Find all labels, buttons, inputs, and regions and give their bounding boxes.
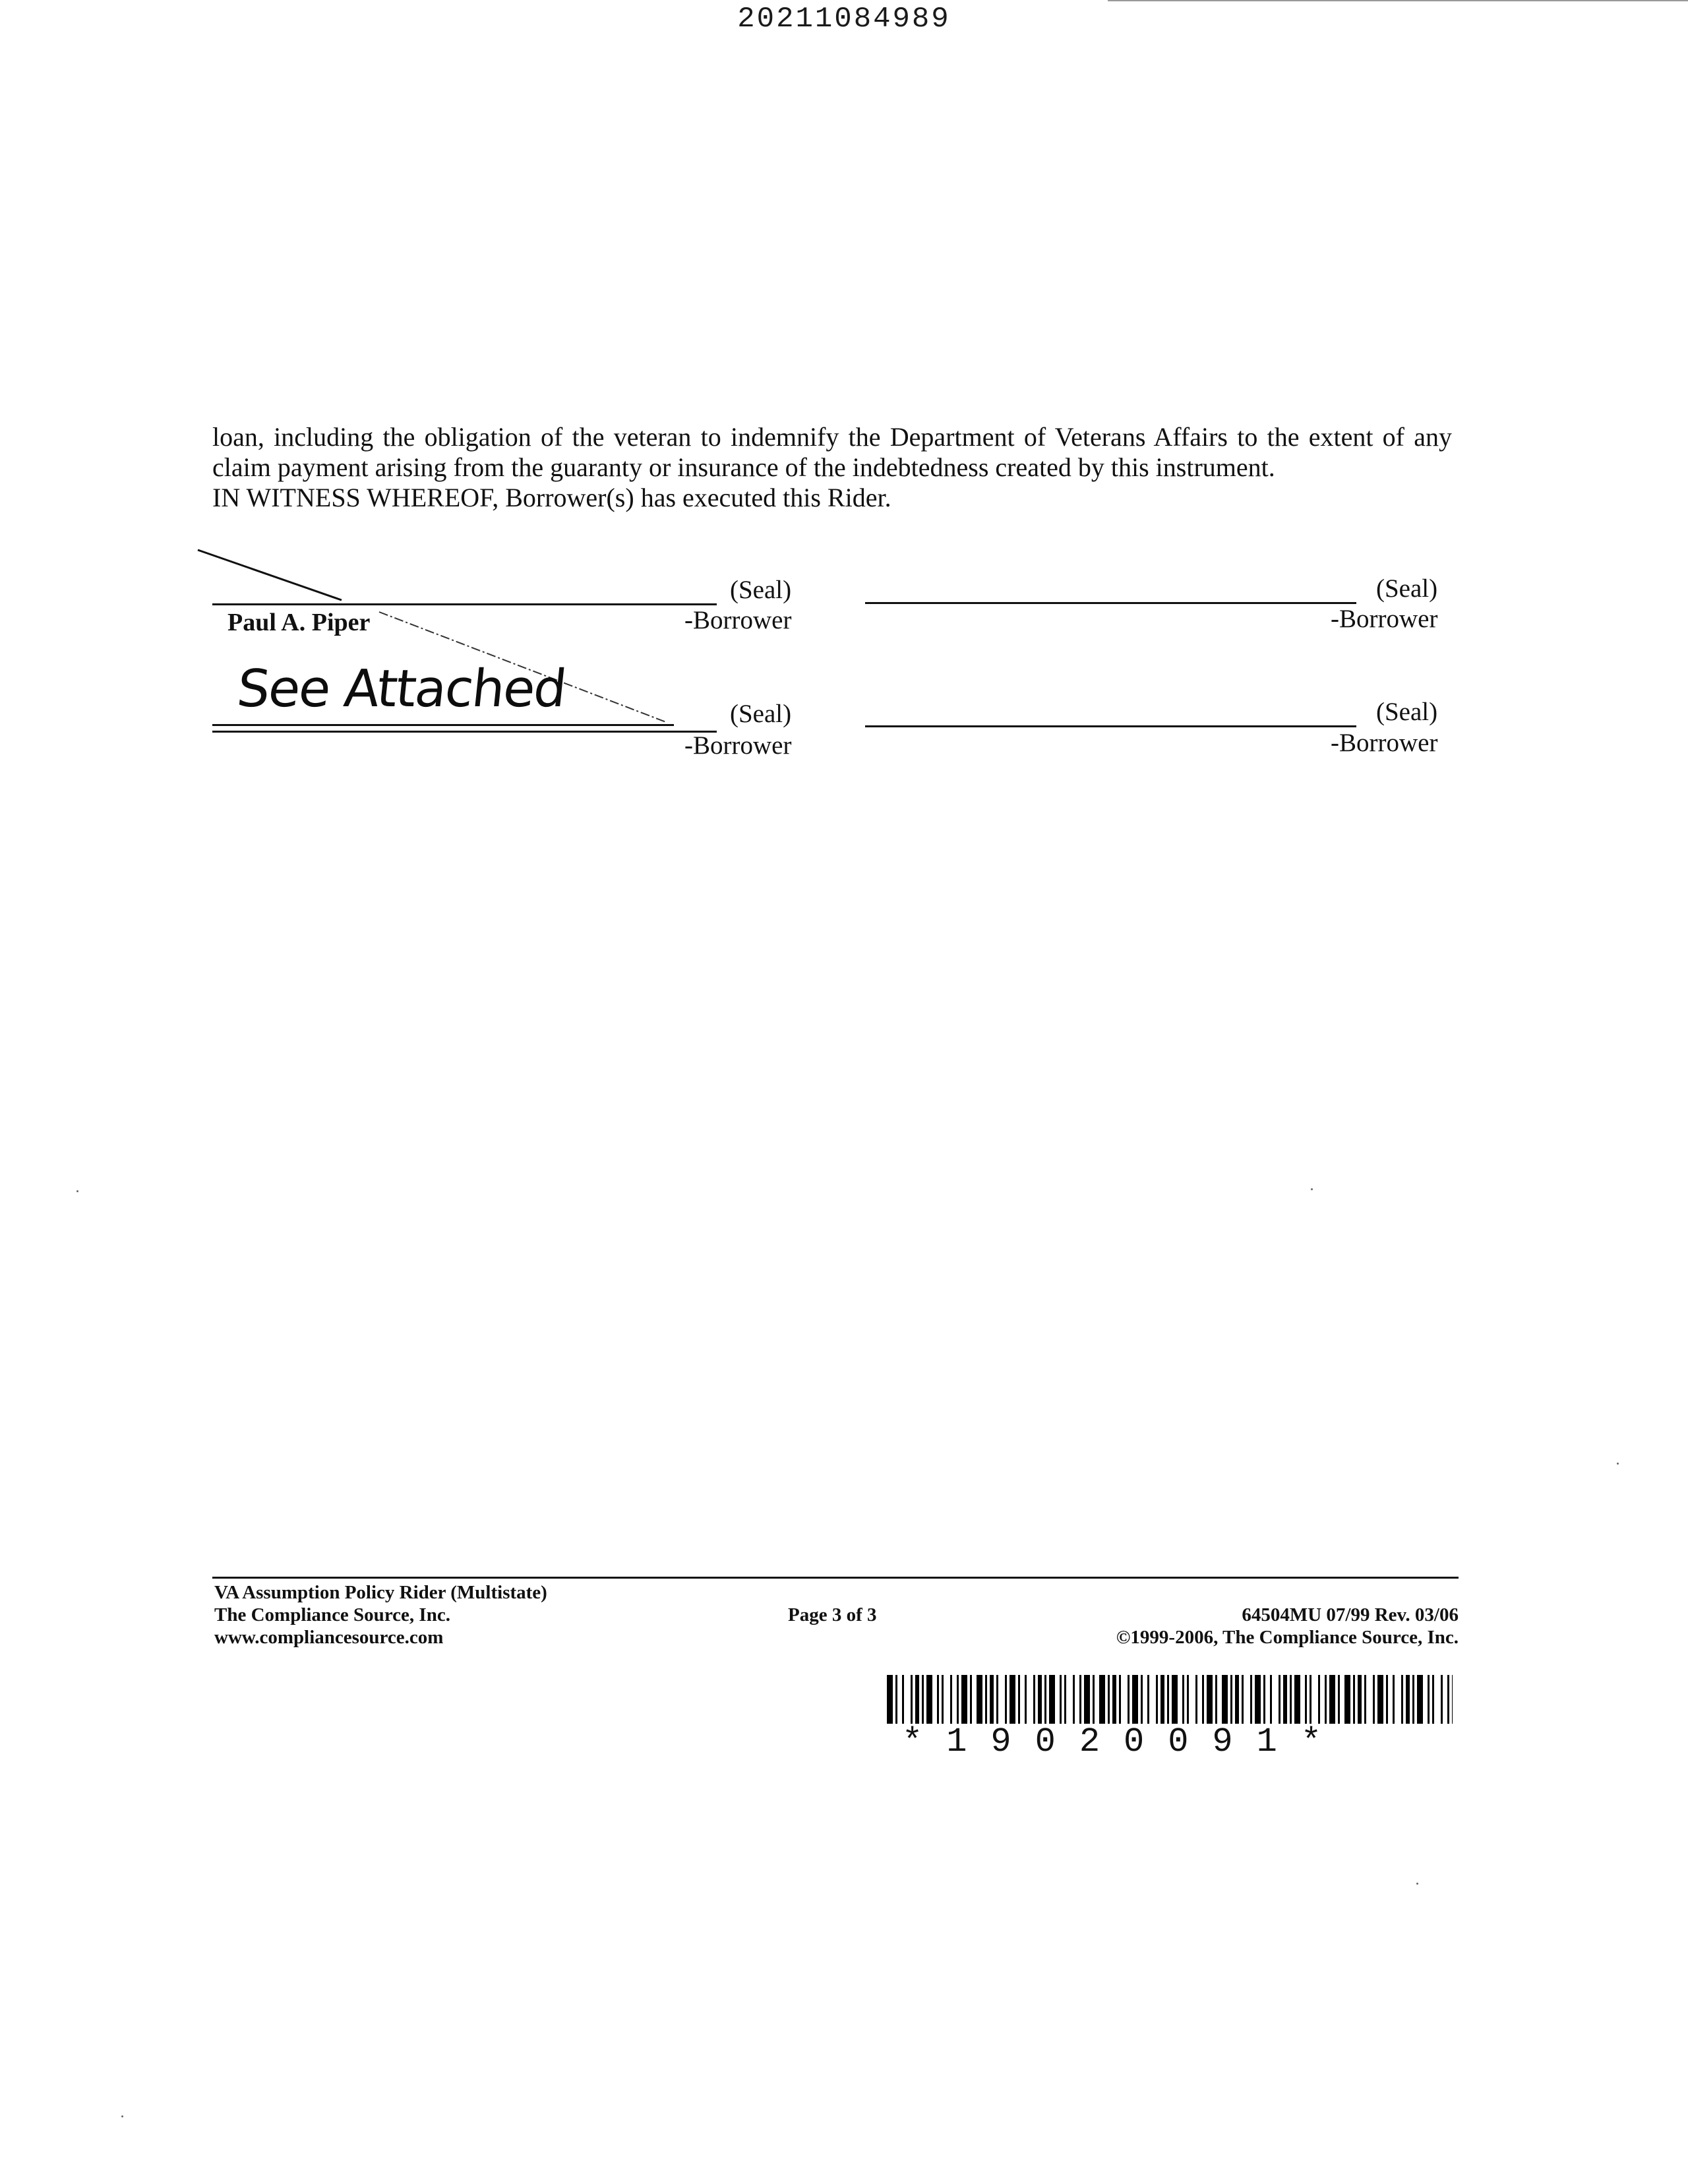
barcode-bar [1377,1675,1383,1724]
barcode-bar [1441,1675,1443,1724]
barcode-bar [1386,1675,1388,1724]
scan-speck [76,1190,78,1192]
barcode-bar [985,1675,987,1724]
barcode-bar [1283,1675,1287,1724]
barcode [887,1675,1454,1724]
barcode-bar [961,1675,967,1724]
barcode-bar [1084,1675,1090,1724]
barcode-bar [1412,1675,1414,1724]
barcode-bar [1119,1675,1121,1724]
scan-speck [1416,1883,1418,1885]
footer-left [214,1581,547,1649]
barcode-bar [1202,1675,1204,1724]
barcode-bar [1393,1675,1395,1724]
scan-speck [1311,1188,1313,1190]
barcode-bar [1222,1675,1228,1724]
footer-right [1055,1604,1459,1649]
barcode-bar [1250,1675,1252,1724]
barcode-bar [1255,1675,1261,1724]
barcode-bar [1358,1675,1362,1724]
barcode-bar [942,1675,944,1724]
barcode-bar [970,1675,972,1724]
barcode-bar [911,1675,913,1724]
company-name: The Compliance Source, Inc. [214,1604,450,1625]
barcode-bar [1242,1675,1244,1724]
recording-number: 20211084989 [737,3,951,36]
borrower-label-1: -Borrower [684,606,792,634]
signature-line-3 [212,731,717,733]
barcode-bar [1112,1675,1116,1724]
barcode-bar [1132,1675,1138,1724]
seal-label-4: (Seal) [1376,698,1438,726]
seal-label-2: (Seal) [1376,574,1438,603]
barcode-bar [1310,1675,1311,1724]
handwritten-see-attached: See Attached [234,659,568,719]
barcode-bar [1290,1675,1292,1724]
barcode-bar [1038,1675,1042,1724]
barcode-bar [1270,1675,1272,1724]
signature-line-2 [865,602,1356,604]
signature-line-4 [865,725,1356,727]
top-edge-line [1108,0,1688,1]
barcode-bar [1010,1675,1015,1724]
barcode-bar [1344,1675,1350,1724]
barcode-bar [1338,1675,1340,1724]
barcode-bar [1353,1675,1355,1724]
barcode-bar [1406,1675,1410,1724]
barcode-bar [996,1675,998,1724]
barcode-bar [1141,1675,1143,1724]
barcode-bar [1263,1675,1265,1724]
barcode-bar [990,1675,994,1724]
barcode-bar [950,1675,952,1724]
barcode-bar [895,1675,897,1724]
barcode-bar [1099,1675,1105,1724]
barcode-bar [1128,1675,1130,1724]
barcode-bar [1452,1675,1453,1724]
barcode-bar [1432,1675,1434,1724]
borrower-label-4: -Borrower [1331,729,1438,757]
page-number: Page 3 of 3 [788,1604,877,1625]
barcode-bar [1318,1675,1320,1724]
barcode-bar [1235,1675,1239,1724]
barcode-bar [1305,1675,1307,1724]
signature-line-1 [212,603,717,605]
website: www.compliancesource.com [214,1627,444,1648]
barcode-bar [1093,1675,1095,1724]
barcode-bar [1187,1675,1189,1724]
barcode-bar [1073,1675,1075,1724]
barcode-bar [1147,1675,1149,1724]
barcode-bar [1108,1675,1110,1724]
barcode-bar [1064,1675,1066,1724]
barcode-bar [1060,1675,1062,1724]
barcode-bar [1401,1675,1403,1724]
barcode-bar [1160,1675,1164,1724]
barcode-bar [1172,1675,1178,1724]
footer-rule [212,1577,1459,1579]
witness-statement: IN WITNESS WHEREOF, Borrower(s) has executed this Rider. [212,483,891,512]
form-title: VA Assumption Policy Rider (Multistate) [214,1582,547,1603]
seal-label-1: (Seal) [730,576,792,604]
barcode-bar [1294,1675,1300,1724]
barcode-bar [1215,1675,1217,1724]
form-number: 64504MU 07/99 Rev. 03/06 [1242,1604,1459,1625]
barcode-bar [1156,1675,1158,1724]
seal-label-3: (Seal) [730,700,792,728]
barcode-bar [1044,1675,1046,1724]
barcode-bar [1230,1675,1232,1724]
barcode-bar [1195,1675,1197,1724]
barcode-bar [1049,1675,1055,1724]
borrower-name: Paul A. Piper [227,609,371,636]
barcode-bar [1167,1675,1169,1724]
barcode-bar [1182,1675,1184,1724]
barcode-bar [1207,1675,1213,1724]
barcode-bar [937,1675,939,1724]
borrower-label-3: -Borrower [684,731,792,760]
barcode-bar [1417,1675,1423,1724]
barcode-bar [887,1675,893,1724]
barcode-bar [1079,1675,1081,1724]
barcode-bar [915,1675,919,1724]
barcode-bar [1005,1675,1007,1724]
scan-speck [1617,1463,1619,1465]
barcode-bar [902,1675,904,1724]
borrower-label-2: -Borrower [1331,605,1438,633]
obligation-paragraph: loan, including the obligation of the veteran to indemnify the Department of Veterans Affairs to the extent of any claim payment arising from the guaranty or insurance of the indebtedness created by this instrument. [212,422,1452,482]
barcode-bar [1447,1675,1449,1724]
barcode-bar [1025,1675,1027,1724]
barcode-bar [1373,1675,1375,1724]
barcode-bar [957,1675,959,1724]
barcode-bar [1033,1675,1035,1724]
barcode-text: *19020091* [902,1722,1346,1761]
rider-body-text [212,422,1452,513]
handwriting-underline [212,724,674,726]
barcode-bar [1364,1675,1366,1724]
barcode-bar [1329,1675,1335,1724]
barcode-bar [1428,1675,1430,1724]
barcode-bar [926,1675,932,1724]
barcode-bar [1279,1675,1281,1724]
barcode-bar [1018,1675,1020,1724]
scan-speck [121,2115,123,2117]
barcode-bar [977,1675,982,1724]
barcode-bar [922,1675,924,1724]
barcode-bar [1325,1675,1327,1724]
copyright: ©1999-2006, The Compliance Source, Inc. [1116,1627,1459,1648]
